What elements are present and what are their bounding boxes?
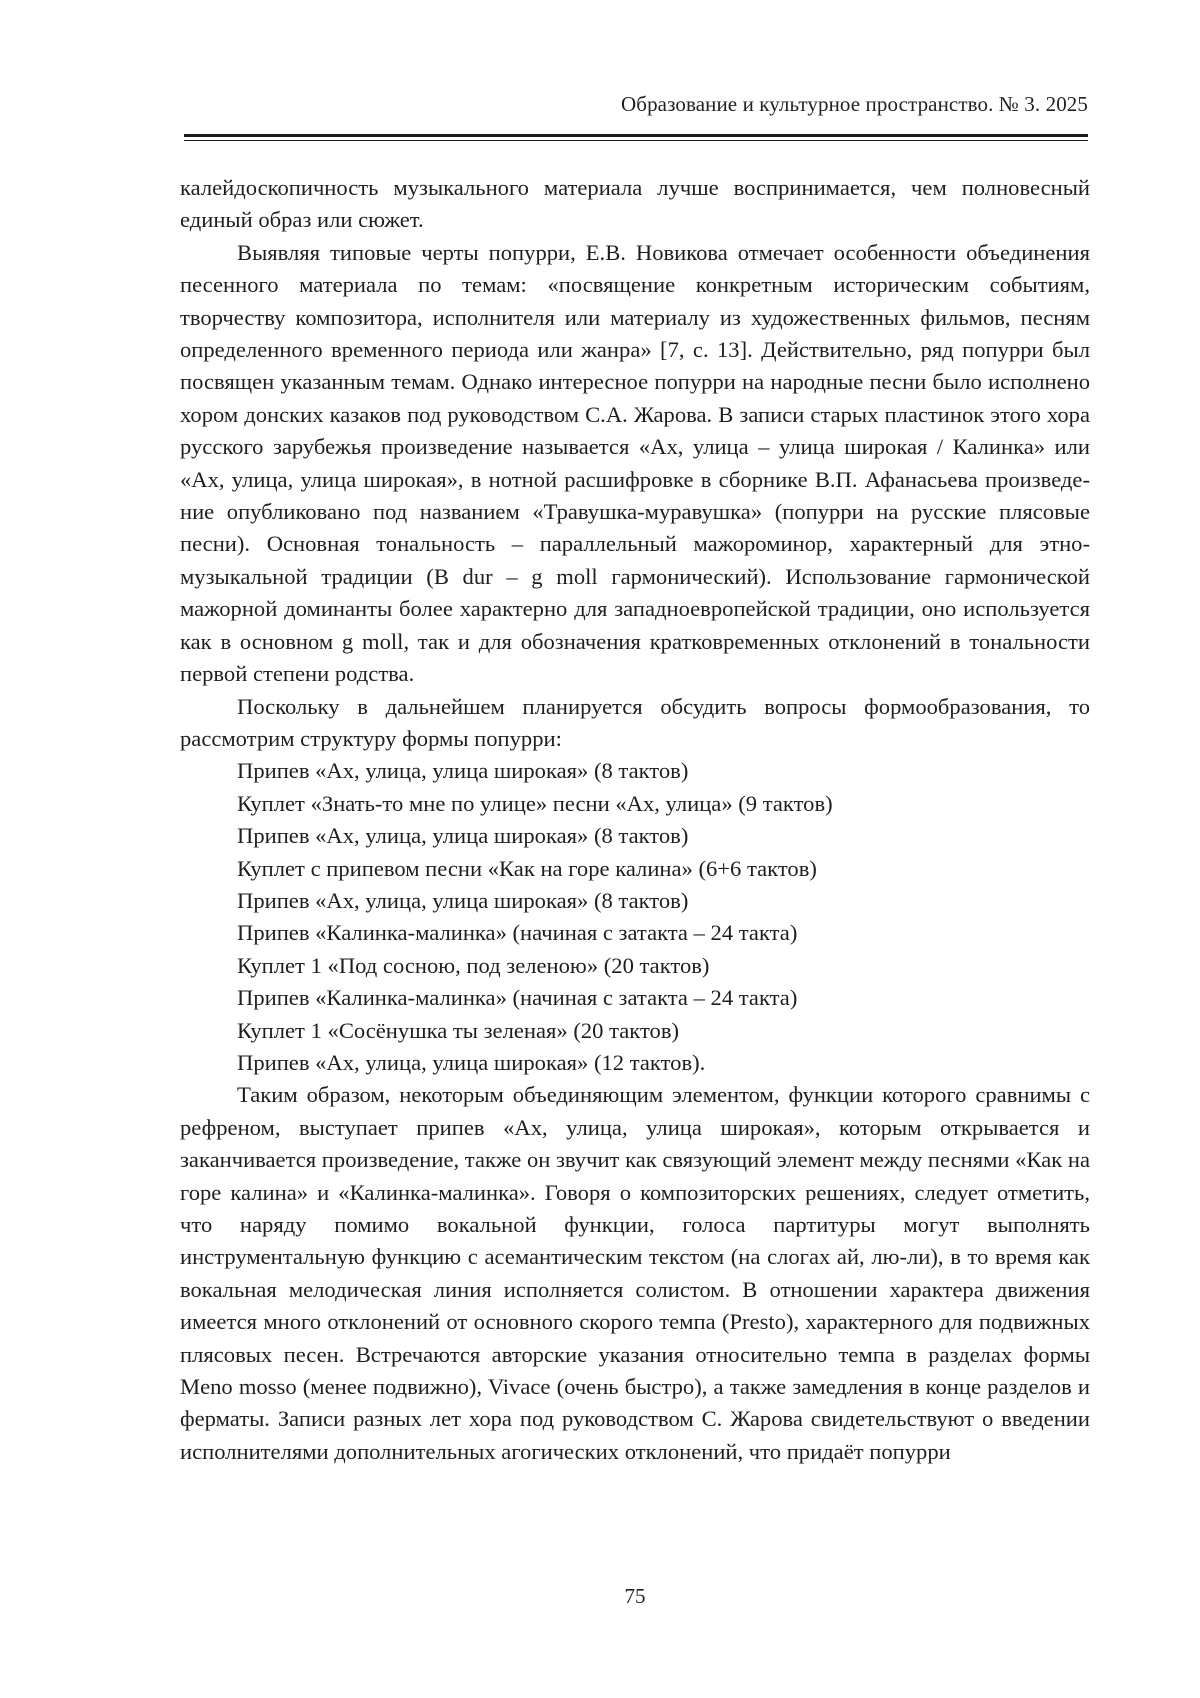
body-paragraph-2: Выявляя типовые черты попурри, Е.В. Новикова отмечает особенности объединения песенного материала по темам: «посвящение конкретным историческим событиям, творчеству композитора, исполнителя или материалу из художественных фильмов, песням определенного временного периода или жанра» [7, с. 13]. Действительно, ряд попурри был посвящен указанным темам. Однако интересное попурри на народные песни было исполнено хором донских казаков под руководством С.А. Жарова. В записи старых пластинок этого хора русского зарубежья произведение называется «Ах, улица – улица широкая / Калинка» или «Ах, улица, улица широкая», в нотной расшифровке в сборнике В.П. Афанасьева произведение опубликовано под названием «Травушка-муравушка» (попурри на русские плясовые песни). Основная тональность – параллельный мажороминор, характерный для этно-музыкальной традиции (B dur – g moll гармонический). Использование гармонической мажорной доминанты более характерно для западноевропейской традиции, оно используется как в основном g moll, так и для обозначения кратковременных отклонений в тональности первой степени родства. xyxy=(180,239,1090,687)
form-structure-item: Куплет с припевом песни «Как на горе калина» (6+6 тактов) xyxy=(237,855,817,881)
journal-header-title: Образование и культурное пространство. № 3. 2025 xyxy=(621,92,1088,116)
body-paragraph-4: Таким образом, некоторым объединяющим элементом, функции которого сравнимы с рефреном, выступает припев «Ах, улица, улица широкая», которым открывается и заканчивается произведение, также он звучит как связующий элемент между песнями «Как на горе калина» и «Калинка-малинка». Говоря о композиторских решениях, следует отметить, что наряду помимо вокальной функции, голоса партитуры могут выполнять инструментальную функцию с асемантическим текстом (на слогах ай, лю-ли), в то время как вокальная мелодическая линия исполняется солистом. В отношении характера движения имеется много отклонений от основного скорого темпа (Presto), характерного для подвижных плясовых песен. Встречаются авторские указания относительно темпа в разделах формы Meno mosso (менее подвижно), Vivace (очень быстро), а также замедления в конце разделов и ферматы. Записи разных лет хора под руководством С. Жарова свидетельствуют о введении исполнителями дополнительных агогических отклонений, что придаёт попурри xyxy=(180,1082,1090,1464)
header-rule-thick xyxy=(184,134,1088,137)
form-structure-item: Припев «Ах, улица, улица широкая» (12 тактов). xyxy=(237,1049,706,1075)
form-structure-item: Куплет 1 «Под сосною, под зеленою» (20 тактов) xyxy=(237,952,710,978)
form-structure-item: Припев «Калинка-малинка» (начиная с затакта – 24 такта) xyxy=(237,920,798,946)
page-body xyxy=(180,172,1090,1468)
page-number: 75 xyxy=(624,1584,646,1608)
form-structure-item: Куплет 1 «Сосёнушка ты зеленая» (20 тактов) xyxy=(237,1017,680,1043)
body-paragraph-3: Поскольку в дальнейшем планируется обсудить вопросы формообразования, то рассмотрим структуру формы попурри: xyxy=(180,693,1090,751)
form-structure-item: Куплет «Знать-то мне по улице» песни «Ах, улица» (9 тактов) xyxy=(237,790,833,816)
form-structure-item: Припев «Калинка-малинка» (начиная с затакта – 24 такта) xyxy=(237,985,798,1011)
form-structure-list xyxy=(180,755,1090,1079)
form-structure-item: Припев «Ах, улица, улица широкая» (8 тактов) xyxy=(237,823,689,849)
form-structure-item: Припев «Ах, улица, улица широкая» (8 тактов) xyxy=(237,887,689,913)
body-paragraph-1: калейдоскопичность музыкального материала лучше воспринимается, чем полновесный единый образ или сюжет. xyxy=(180,175,1090,233)
header-rule-thin xyxy=(184,140,1088,141)
form-structure-item: Припев «Ах, улица, улица широкая» (8 тактов) xyxy=(237,758,689,784)
